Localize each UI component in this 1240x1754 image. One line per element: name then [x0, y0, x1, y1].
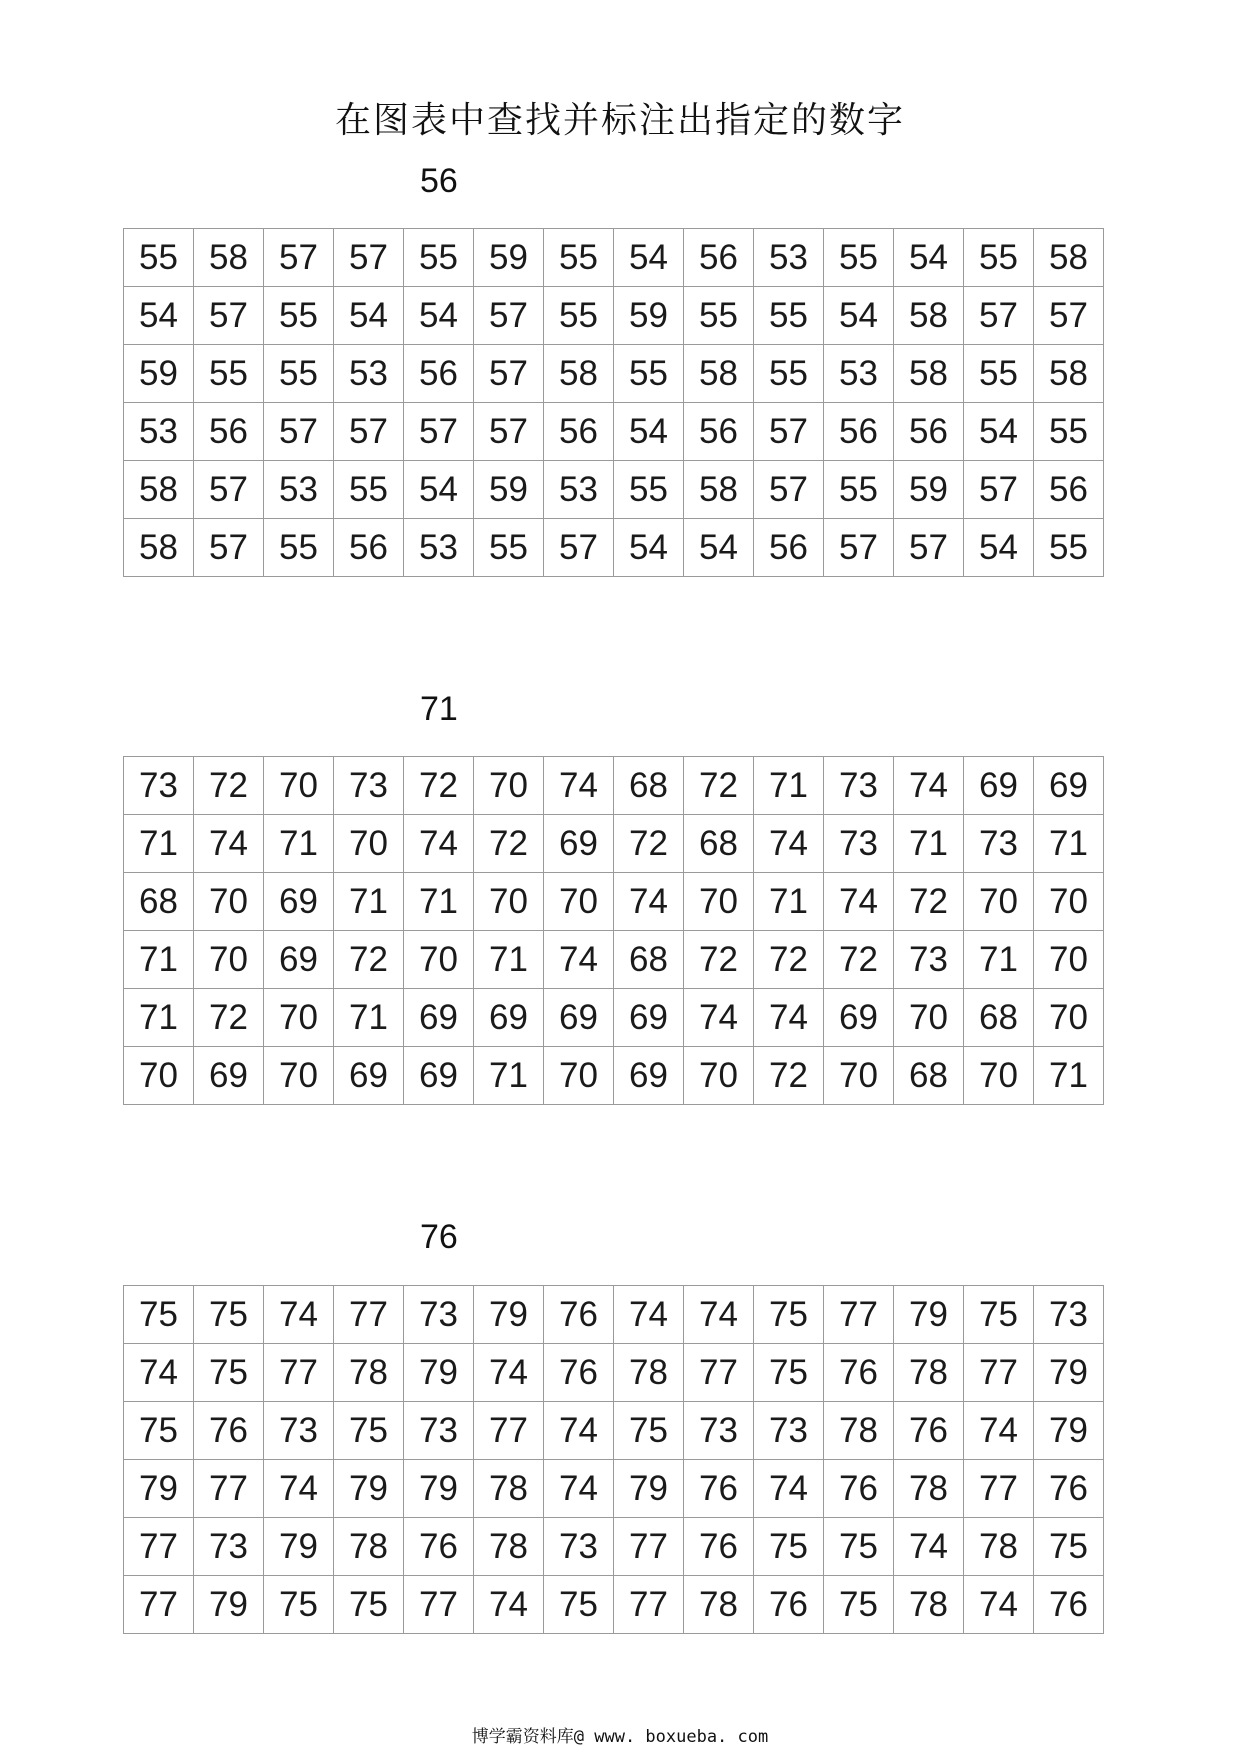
grid-cell[interactable]: 70: [264, 989, 334, 1047]
grid-cell[interactable]: 71: [124, 815, 194, 873]
grid-cell[interactable]: 79: [1034, 1402, 1104, 1460]
grid-cell[interactable]: 69: [264, 873, 334, 931]
grid-cell[interactable]: 56: [404, 345, 474, 403]
grid-cell[interactable]: 77: [964, 1460, 1034, 1518]
grid-cell[interactable]: 79: [474, 1286, 544, 1344]
grid-cell[interactable]: 73: [124, 757, 194, 815]
grid-cell[interactable]: 79: [1034, 1344, 1104, 1402]
grid-cell[interactable]: 68: [614, 931, 684, 989]
grid-cell[interactable]: 55: [404, 229, 474, 287]
grid-cell[interactable]: 53: [404, 519, 474, 577]
grid-cell[interactable]: 57: [264, 229, 334, 287]
grid-cell[interactable]: 78: [334, 1344, 404, 1402]
grid-row: [124, 519, 1104, 577]
grid-cell[interactable]: 69: [1034, 757, 1104, 815]
grid-cell[interactable]: 72: [474, 815, 544, 873]
grid-row: [124, 1460, 1104, 1518]
grid-cell[interactable]: 76: [824, 1460, 894, 1518]
grid-cell[interactable]: 71: [334, 873, 404, 931]
grid-cell[interactable]: 74: [964, 1576, 1034, 1634]
grid-cell[interactable]: 57: [194, 519, 264, 577]
grid-cell[interactable]: 76: [544, 1344, 614, 1402]
grid-cell[interactable]: 70: [264, 757, 334, 815]
grid-cell[interactable]: 58: [1034, 345, 1104, 403]
grid-cell[interactable]: 56: [754, 519, 824, 577]
grid-cell[interactable]: 58: [894, 287, 964, 345]
grid-cell[interactable]: 56: [194, 403, 264, 461]
grid-cell[interactable]: 68: [684, 815, 754, 873]
grid-cell[interactable]: 72: [894, 873, 964, 931]
grid-cell[interactable]: 55: [1034, 519, 1104, 577]
grid-cell[interactable]: 75: [264, 1576, 334, 1634]
grid-cell[interactable]: 74: [264, 1286, 334, 1344]
grid-cell[interactable]: 73: [404, 1402, 474, 1460]
grid-row: [124, 757, 1104, 815]
grid-cell[interactable]: 74: [474, 1344, 544, 1402]
grid-cell[interactable]: 71: [474, 1047, 544, 1105]
grid-cell[interactable]: 56: [894, 403, 964, 461]
grid-cell[interactable]: 70: [194, 873, 264, 931]
grid-cell[interactable]: 57: [964, 287, 1034, 345]
grid-row: [124, 873, 1104, 931]
target-number-2: 71: [420, 690, 458, 728]
grid-cell[interactable]: 70: [474, 757, 544, 815]
grid-cell[interactable]: 77: [404, 1576, 474, 1634]
grid-row: [124, 461, 1104, 519]
grid-cell[interactable]: 79: [404, 1460, 474, 1518]
grid-cell[interactable]: 77: [334, 1286, 404, 1344]
grid-cell[interactable]: 55: [264, 345, 334, 403]
grid-cell[interactable]: 77: [614, 1576, 684, 1634]
grid-cell[interactable]: 57: [334, 229, 404, 287]
grid-cell[interactable]: 57: [824, 519, 894, 577]
grid-cell[interactable]: 75: [334, 1402, 404, 1460]
grid-row: [124, 229, 1104, 287]
grid-cell[interactable]: 74: [754, 815, 824, 873]
grid-cell[interactable]: 59: [474, 461, 544, 519]
grid-cell[interactable]: 69: [614, 1047, 684, 1105]
grid-cell[interactable]: 55: [474, 519, 544, 577]
grid-cell[interactable]: 56: [684, 229, 754, 287]
grid-cell[interactable]: 74: [684, 1286, 754, 1344]
grid-cell[interactable]: 57: [474, 345, 544, 403]
grid-cell[interactable]: 56: [544, 403, 614, 461]
grid-cell[interactable]: 72: [404, 757, 474, 815]
grid-cell[interactable]: 54: [964, 519, 1034, 577]
grid-cell[interactable]: 55: [334, 461, 404, 519]
grid-cell[interactable]: 55: [264, 519, 334, 577]
grid-cell[interactable]: 59: [614, 287, 684, 345]
grid-cell[interactable]: 68: [124, 873, 194, 931]
grid-cell[interactable]: 70: [334, 815, 404, 873]
grid-cell[interactable]: 70: [1034, 931, 1104, 989]
grid-cell[interactable]: 74: [474, 1576, 544, 1634]
grid-cell[interactable]: 75: [754, 1344, 824, 1402]
grid-row: [124, 1576, 1104, 1634]
grid-cell[interactable]: 78: [614, 1344, 684, 1402]
grid-cell[interactable]: 74: [124, 1344, 194, 1402]
grid-cell[interactable]: 55: [544, 287, 614, 345]
grid-cell[interactable]: 54: [404, 287, 474, 345]
grid-cell[interactable]: 53: [124, 403, 194, 461]
grid-cell[interactable]: 56: [334, 519, 404, 577]
grid-cell[interactable]: 70: [964, 1047, 1034, 1105]
grid-cell[interactable]: 70: [684, 873, 754, 931]
grid-cell[interactable]: 74: [544, 931, 614, 989]
grid-cell[interactable]: 71: [334, 989, 404, 1047]
grid-cell[interactable]: 69: [474, 989, 544, 1047]
grid-cell[interactable]: 70: [544, 873, 614, 931]
grid-cell[interactable]: 74: [544, 757, 614, 815]
grid-cell[interactable]: 73: [404, 1286, 474, 1344]
grid-cell[interactable]: 71: [1034, 1047, 1104, 1105]
number-grid-1: [123, 228, 1104, 577]
grid-cell[interactable]: 73: [264, 1402, 334, 1460]
grid-cell[interactable]: 71: [964, 931, 1034, 989]
grid-cell[interactable]: 72: [684, 931, 754, 989]
grid-cell[interactable]: 55: [964, 229, 1034, 287]
grid-cell[interactable]: 74: [194, 815, 264, 873]
grid-cell[interactable]: 75: [1034, 1518, 1104, 1576]
grid-cell[interactable]: 53: [754, 229, 824, 287]
grid-cell[interactable]: 74: [894, 1518, 964, 1576]
grid-cell[interactable]: 55: [754, 287, 824, 345]
grid-cell[interactable]: 71: [404, 873, 474, 931]
grid-cell[interactable]: 69: [404, 1047, 474, 1105]
grid-cell[interactable]: 74: [754, 1460, 824, 1518]
grid-cell[interactable]: 58: [684, 345, 754, 403]
grid-cell[interactable]: 75: [824, 1576, 894, 1634]
grid-cell[interactable]: 54: [334, 287, 404, 345]
grid-cell[interactable]: 74: [684, 989, 754, 1047]
grid-cell[interactable]: 73: [544, 1518, 614, 1576]
grid-cell[interactable]: 76: [684, 1460, 754, 1518]
grid-cell[interactable]: 76: [1034, 1460, 1104, 1518]
grid-cell[interactable]: 74: [964, 1402, 1034, 1460]
grid-cell[interactable]: 72: [754, 1047, 824, 1105]
grid-cell[interactable]: 73: [824, 757, 894, 815]
grid-cell[interactable]: 69: [544, 989, 614, 1047]
grid-cell[interactable]: 78: [684, 1576, 754, 1634]
grid-cell[interactable]: 54: [124, 287, 194, 345]
grid-cell[interactable]: 77: [264, 1344, 334, 1402]
grid-cell[interactable]: 70: [124, 1047, 194, 1105]
grid-cell[interactable]: 53: [264, 461, 334, 519]
grid-cell[interactable]: 69: [264, 931, 334, 989]
grid-cell[interactable]: 57: [1034, 287, 1104, 345]
grid-cell[interactable]: 74: [614, 873, 684, 931]
grid-cell[interactable]: 58: [544, 345, 614, 403]
grid-cell[interactable]: 54: [614, 229, 684, 287]
grid-cell[interactable]: 56: [1034, 461, 1104, 519]
grid-cell[interactable]: 55: [124, 229, 194, 287]
grid-cell[interactable]: 54: [824, 287, 894, 345]
grid-cell[interactable]: 70: [264, 1047, 334, 1105]
grid-cell[interactable]: 76: [404, 1518, 474, 1576]
grid-cell[interactable]: 55: [614, 461, 684, 519]
grid-cell[interactable]: 75: [824, 1518, 894, 1576]
grid-cell[interactable]: 70: [474, 873, 544, 931]
grid-cell[interactable]: 58: [684, 461, 754, 519]
grid-cell[interactable]: 78: [894, 1576, 964, 1634]
grid-cell[interactable]: 70: [1034, 873, 1104, 931]
grid-cell[interactable]: 72: [754, 931, 824, 989]
number-grid-2: [123, 756, 1104, 1105]
grid-cell[interactable]: 74: [404, 815, 474, 873]
grid-cell[interactable]: 57: [334, 403, 404, 461]
grid-cell[interactable]: 70: [684, 1047, 754, 1105]
grid-cell[interactable]: 71: [124, 989, 194, 1047]
grid-cell[interactable]: 57: [194, 287, 264, 345]
grid-cell[interactable]: 74: [614, 1286, 684, 1344]
grid-cell[interactable]: 57: [544, 519, 614, 577]
grid-cell[interactable]: 70: [964, 873, 1034, 931]
grid-row: [124, 1402, 1104, 1460]
grid-cell[interactable]: 58: [894, 345, 964, 403]
grid-cell[interactable]: 75: [754, 1518, 824, 1576]
grid-cell[interactable]: 75: [754, 1286, 824, 1344]
grid-cell[interactable]: 57: [894, 519, 964, 577]
grid-cell[interactable]: 57: [404, 403, 474, 461]
grid-cell[interactable]: 74: [754, 989, 824, 1047]
number-grid-3: [123, 1285, 1104, 1634]
grid-cell[interactable]: 76: [544, 1286, 614, 1344]
grid-cell[interactable]: 73: [334, 757, 404, 815]
grid-cell[interactable]: 69: [964, 757, 1034, 815]
grid-cell[interactable]: 76: [1034, 1576, 1104, 1634]
grid-cell[interactable]: 59: [894, 461, 964, 519]
grid-cell[interactable]: 55: [964, 345, 1034, 403]
grid-row: [124, 287, 1104, 345]
grid-cell[interactable]: 54: [684, 519, 754, 577]
grid-cell[interactable]: 53: [824, 345, 894, 403]
grid-cell[interactable]: 75: [194, 1344, 264, 1402]
grid-cell[interactable]: 77: [474, 1402, 544, 1460]
grid-cell[interactable]: 78: [474, 1518, 544, 1576]
grid-cell[interactable]: 75: [124, 1402, 194, 1460]
grid-cell[interactable]: 53: [334, 345, 404, 403]
grid-cell[interactable]: 57: [474, 287, 544, 345]
grid-cell[interactable]: 78: [894, 1460, 964, 1518]
grid-cell[interactable]: 68: [894, 1047, 964, 1105]
grid-cell[interactable]: 75: [544, 1576, 614, 1634]
grid-cell[interactable]: 71: [124, 931, 194, 989]
grid-cell[interactable]: 71: [754, 757, 824, 815]
grid-cell[interactable]: 70: [404, 931, 474, 989]
grid-cell[interactable]: 55: [684, 287, 754, 345]
grid-cell[interactable]: 55: [824, 461, 894, 519]
grid-cell[interactable]: 58: [124, 461, 194, 519]
grid-cell[interactable]: 69: [544, 815, 614, 873]
grid-row: [124, 989, 1104, 1047]
grid-cell[interactable]: 71: [1034, 815, 1104, 873]
grid-cell[interactable]: 78: [964, 1518, 1034, 1576]
grid-cell[interactable]: 55: [754, 345, 824, 403]
grid-cell[interactable]: 77: [614, 1518, 684, 1576]
grid-row: [124, 345, 1104, 403]
grid-cell[interactable]: 72: [194, 989, 264, 1047]
grid-cell[interactable]: 69: [824, 989, 894, 1047]
grid-cell[interactable]: 78: [334, 1518, 404, 1576]
grid-cell[interactable]: 76: [684, 1518, 754, 1576]
grid-cell[interactable]: 73: [1034, 1286, 1104, 1344]
grid-cell[interactable]: 73: [194, 1518, 264, 1576]
grid-cell[interactable]: 53: [544, 461, 614, 519]
grid-cell[interactable]: 55: [614, 345, 684, 403]
grid-cell[interactable]: 72: [334, 931, 404, 989]
grid-cell[interactable]: 54: [614, 403, 684, 461]
grid-cell[interactable]: 75: [124, 1286, 194, 1344]
grid-cell[interactable]: 56: [684, 403, 754, 461]
grid-cell[interactable]: 73: [894, 931, 964, 989]
grid-cell[interactable]: 78: [824, 1402, 894, 1460]
grid-cell[interactable]: 68: [614, 757, 684, 815]
grid-cell[interactable]: 57: [474, 403, 544, 461]
grid-cell[interactable]: 54: [964, 403, 1034, 461]
grid-cell[interactable]: 59: [124, 345, 194, 403]
grid-row: [124, 931, 1104, 989]
grid-cell[interactable]: 73: [754, 1402, 824, 1460]
grid-cell[interactable]: 75: [334, 1576, 404, 1634]
footer-watermark: 博学霸资料库@ www. boxueba. com: [471, 1727, 769, 1747]
grid-cell[interactable]: 72: [194, 757, 264, 815]
grid-cell[interactable]: 54: [404, 461, 474, 519]
grid-cell[interactable]: 78: [474, 1460, 544, 1518]
grid-cell[interactable]: 79: [404, 1344, 474, 1402]
grid-cell[interactable]: 74: [544, 1460, 614, 1518]
grid-cell[interactable]: 73: [964, 815, 1034, 873]
grid-cell[interactable]: 69: [404, 989, 474, 1047]
grid-row: [124, 1518, 1104, 1576]
grid-cell[interactable]: 55: [1034, 403, 1104, 461]
grid-cell[interactable]: 59: [474, 229, 544, 287]
grid-cell[interactable]: 57: [754, 403, 824, 461]
grid-cell[interactable]: 56: [824, 403, 894, 461]
grid-cell[interactable]: 77: [824, 1286, 894, 1344]
grid-cell[interactable]: 71: [894, 815, 964, 873]
grid-cell[interactable]: 58: [194, 229, 264, 287]
grid-cell[interactable]: 74: [544, 1402, 614, 1460]
grid-row: [124, 1286, 1104, 1344]
grid-cell[interactable]: 77: [684, 1344, 754, 1402]
grid-cell[interactable]: 69: [334, 1047, 404, 1105]
grid-cell[interactable]: 72: [824, 931, 894, 989]
grid-cell[interactable]: 79: [194, 1576, 264, 1634]
grid-cell[interactable]: 76: [824, 1344, 894, 1402]
grid-row: [124, 1344, 1104, 1402]
grid-cell[interactable]: 77: [124, 1518, 194, 1576]
grid-cell[interactable]: 75: [614, 1402, 684, 1460]
grid-cell[interactable]: 75: [964, 1286, 1034, 1344]
grid-cell[interactable]: 70: [824, 1047, 894, 1105]
grid-cell[interactable]: 73: [824, 815, 894, 873]
grid-cell[interactable]: 79: [264, 1518, 334, 1576]
grid-cell[interactable]: 74: [264, 1460, 334, 1518]
target-number-3: 76: [420, 1218, 458, 1256]
grid-row: [124, 815, 1104, 873]
grid-cell[interactable]: 54: [894, 229, 964, 287]
target-number-1: 56: [420, 162, 458, 200]
grid-cell[interactable]: 70: [194, 931, 264, 989]
grid-cell[interactable]: 57: [964, 461, 1034, 519]
grid-cell[interactable]: 79: [894, 1286, 964, 1344]
grid-cell[interactable]: 76: [754, 1576, 824, 1634]
grid-cell[interactable]: 57: [754, 461, 824, 519]
grid-cell[interactable]: 70: [544, 1047, 614, 1105]
grid-cell[interactable]: 57: [264, 403, 334, 461]
grid-cell[interactable]: 70: [894, 989, 964, 1047]
grid-cell[interactable]: 69: [614, 989, 684, 1047]
grid-cell[interactable]: 77: [124, 1576, 194, 1634]
grid-cell[interactable]: 71: [474, 931, 544, 989]
grid-cell[interactable]: 54: [614, 519, 684, 577]
grid-cell[interactable]: 79: [614, 1460, 684, 1518]
grid-cell[interactable]: 73: [684, 1402, 754, 1460]
grid-row: [124, 403, 1104, 461]
grid-cell[interactable]: 55: [194, 345, 264, 403]
grid-cell[interactable]: 69: [194, 1047, 264, 1105]
grid-cell[interactable]: 68: [964, 989, 1034, 1047]
grid-row: [124, 1047, 1104, 1105]
grid-cell[interactable]: 58: [1034, 229, 1104, 287]
grid-cell[interactable]: 57: [194, 461, 264, 519]
grid-cell[interactable]: 74: [824, 873, 894, 931]
page-title: 在图表中查找并标注出指定的数字: [334, 100, 905, 141]
grid-cell[interactable]: 79: [334, 1460, 404, 1518]
grid-cell[interactable]: 77: [194, 1460, 264, 1518]
grid-cell[interactable]: 72: [684, 757, 754, 815]
grid-cell[interactable]: 70: [1034, 989, 1104, 1047]
grid-cell[interactable]: 77: [964, 1344, 1034, 1402]
grid-cell[interactable]: 55: [824, 229, 894, 287]
grid-cell[interactable]: 78: [894, 1344, 964, 1402]
grid-cell[interactable]: 71: [754, 873, 824, 931]
grid-cell[interactable]: 71: [264, 815, 334, 873]
grid-cell[interactable]: 72: [614, 815, 684, 873]
grid-cell[interactable]: 76: [894, 1402, 964, 1460]
grid-cell[interactable]: 58: [124, 519, 194, 577]
grid-cell[interactable]: 76: [194, 1402, 264, 1460]
grid-cell[interactable]: 79: [124, 1460, 194, 1518]
grid-cell[interactable]: 55: [544, 229, 614, 287]
grid-cell[interactable]: 75: [194, 1286, 264, 1344]
grid-cell[interactable]: 55: [264, 287, 334, 345]
grid-cell[interactable]: 74: [894, 757, 964, 815]
